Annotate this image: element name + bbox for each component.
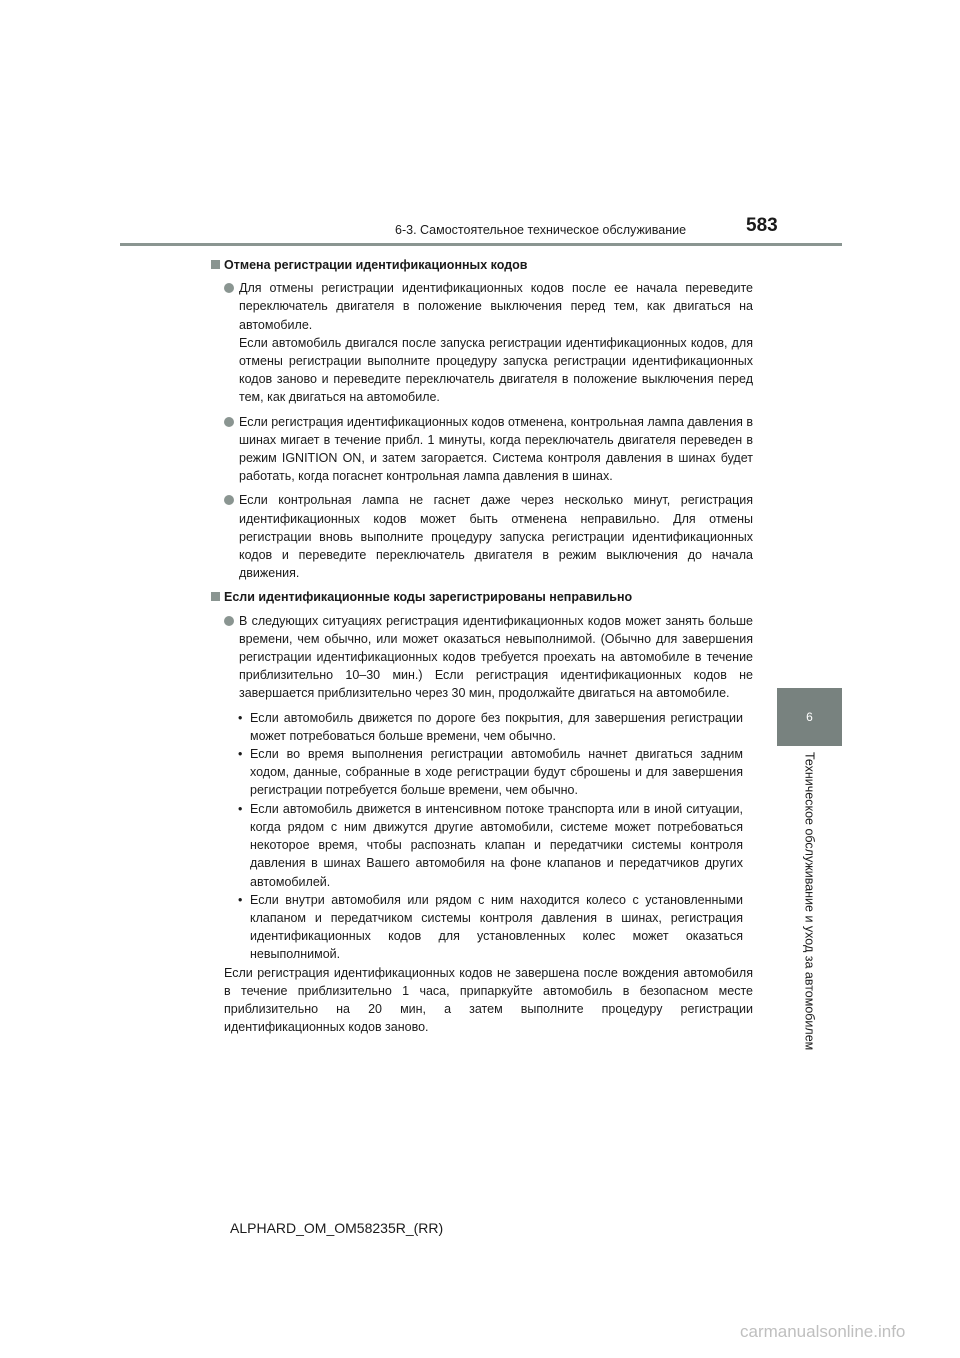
small-dot-icon: • [238, 710, 243, 725]
bullet-item [211, 612, 753, 703]
section-title [211, 588, 753, 606]
sub-list-item [211, 800, 753, 891]
sub-list-text: Если автомобиль движется по дороге без покрытия, для завершения регистрации может потребоваться больше времени, чем обычно. [250, 710, 743, 743]
bullet-item [211, 279, 753, 406]
section-title-text: Отмена регистрации идентификационных кодов [224, 258, 528, 272]
chapter-side-label: Техническое обслуживание и уход за автомобилем [802, 752, 817, 1051]
small-dot-icon: • [238, 801, 243, 816]
sub-list-text: Если автомобиль движется в интенсивном потоке транспорта или в иной ситуации, когда рядом с ним движутся другие автомобили, системе может потребоваться некоторое время, чтобы распознать клапан и передатчики системы контроля давления в шинах Вашего автомобиля на фоне клапанов и передатчиков других автомобилей. [250, 801, 743, 889]
bullet-paragraph: Если регистрация идентификационных кодов отменена, контрольная лампа давления в шинах мигает в течение прибл. 1 минуты, когда переключатель двигателя переведен в режим IGNITION ON, и затем загорается. Система контроля давления в шинах будет работать, когда погаснет контрольная лампа давления в шинах. [239, 414, 753, 484]
chapter-side-label-wrap [777, 752, 842, 1068]
chapter-tab [777, 688, 842, 746]
page-number: 583 [746, 215, 778, 236]
sub-list-text: Если внутри автомобиля или рядом с ним находится колесо с установленными клапаном и передатчиком системы контроля давления в шинах, регистрация идентификационных кодов для установленных колес может оказаться невыполнимой. [250, 892, 743, 962]
chapter-tab-number: 6 [806, 710, 813, 724]
bullet-paragraph: Для отмены регистрации идентификационных кодов после ее начала переведите переключатель двигателя в положение выключения перед тем, как двигаться на автомобиле. [239, 281, 753, 332]
bullet-paragraph: Если контрольная лампа не гаснет даже через несколько минут, регистрация идентификационных кодов может быть отменена неправильно. Для отмены регистрации вновь выполните процедуру запуска регистрации идентификационных кодов и переведите переключатель двигателя в режим выключения до начала движения. [239, 493, 753, 581]
sub-list [211, 709, 753, 964]
square-bullet-icon [211, 592, 220, 601]
bullet-item [211, 413, 753, 486]
bullet-paragraph: В следующих ситуациях регистрация идентификационных кодов может занять больше времени, чем обычно, или может оказаться невыполнимой. (Обычно для завершения регистрации идентификационных кодов требуется проехать на автомобиле в течение приблизительно 10–30 мин.) Если регистрация идентификационных кодов не завершается приблизительно через 30 мин, продолжайте двигаться на автомобиле. [239, 613, 753, 701]
header-rule [120, 243, 842, 246]
bullet-paragraph: Если автомобиль двигался после запуска регистрации идентификационных кодов, для отмены регистрации выполните процедуру запуска регистрации идентификационных кодов заново и переведите переключатель двигателя в положение выключения перед тем, как двигаться на автомобиле. [239, 335, 753, 405]
sub-list-item [211, 891, 753, 964]
bullet-item [211, 491, 753, 582]
running-header-section: 6-3. Самостоятельное техническое обслуживание [395, 223, 687, 237]
sub-list-item [211, 709, 753, 745]
circle-bullet-icon [224, 417, 234, 427]
small-dot-icon: • [238, 747, 243, 762]
sub-list-item [211, 745, 753, 800]
document-code: ALPHARD_OM_OM58235R_(RR) [230, 1220, 444, 1236]
section-title [211, 256, 753, 274]
sub-list-text: Если во время выполнения регистрации автомобиль начнет двигаться задним ходом, данные, собранные в ходе регистрации будут сброшены и для завершения регистрации потребуется больше времени, чем обычно. [250, 747, 743, 798]
small-dot-icon: • [238, 892, 243, 907]
circle-bullet-icon [224, 616, 234, 626]
closing-paragraph: Если регистрация идентификационных кодов не завершена после вождения автомобиля в течение приблизительно 1 часа, припаркуйте автомобиль в безопасном месте приблизительно на 20 мин, а затем выполните процедуру регистрации идентификационных кодов заново. [224, 965, 753, 1035]
watermark: carmanualsonline.info [740, 1322, 906, 1341]
page-content [211, 256, 753, 1036]
square-bullet-icon [211, 260, 220, 269]
circle-bullet-icon [224, 283, 234, 293]
section-title-text: Если идентификационные коды зарегистрированы неправильно [224, 590, 633, 605]
circle-bullet-icon [224, 495, 234, 505]
